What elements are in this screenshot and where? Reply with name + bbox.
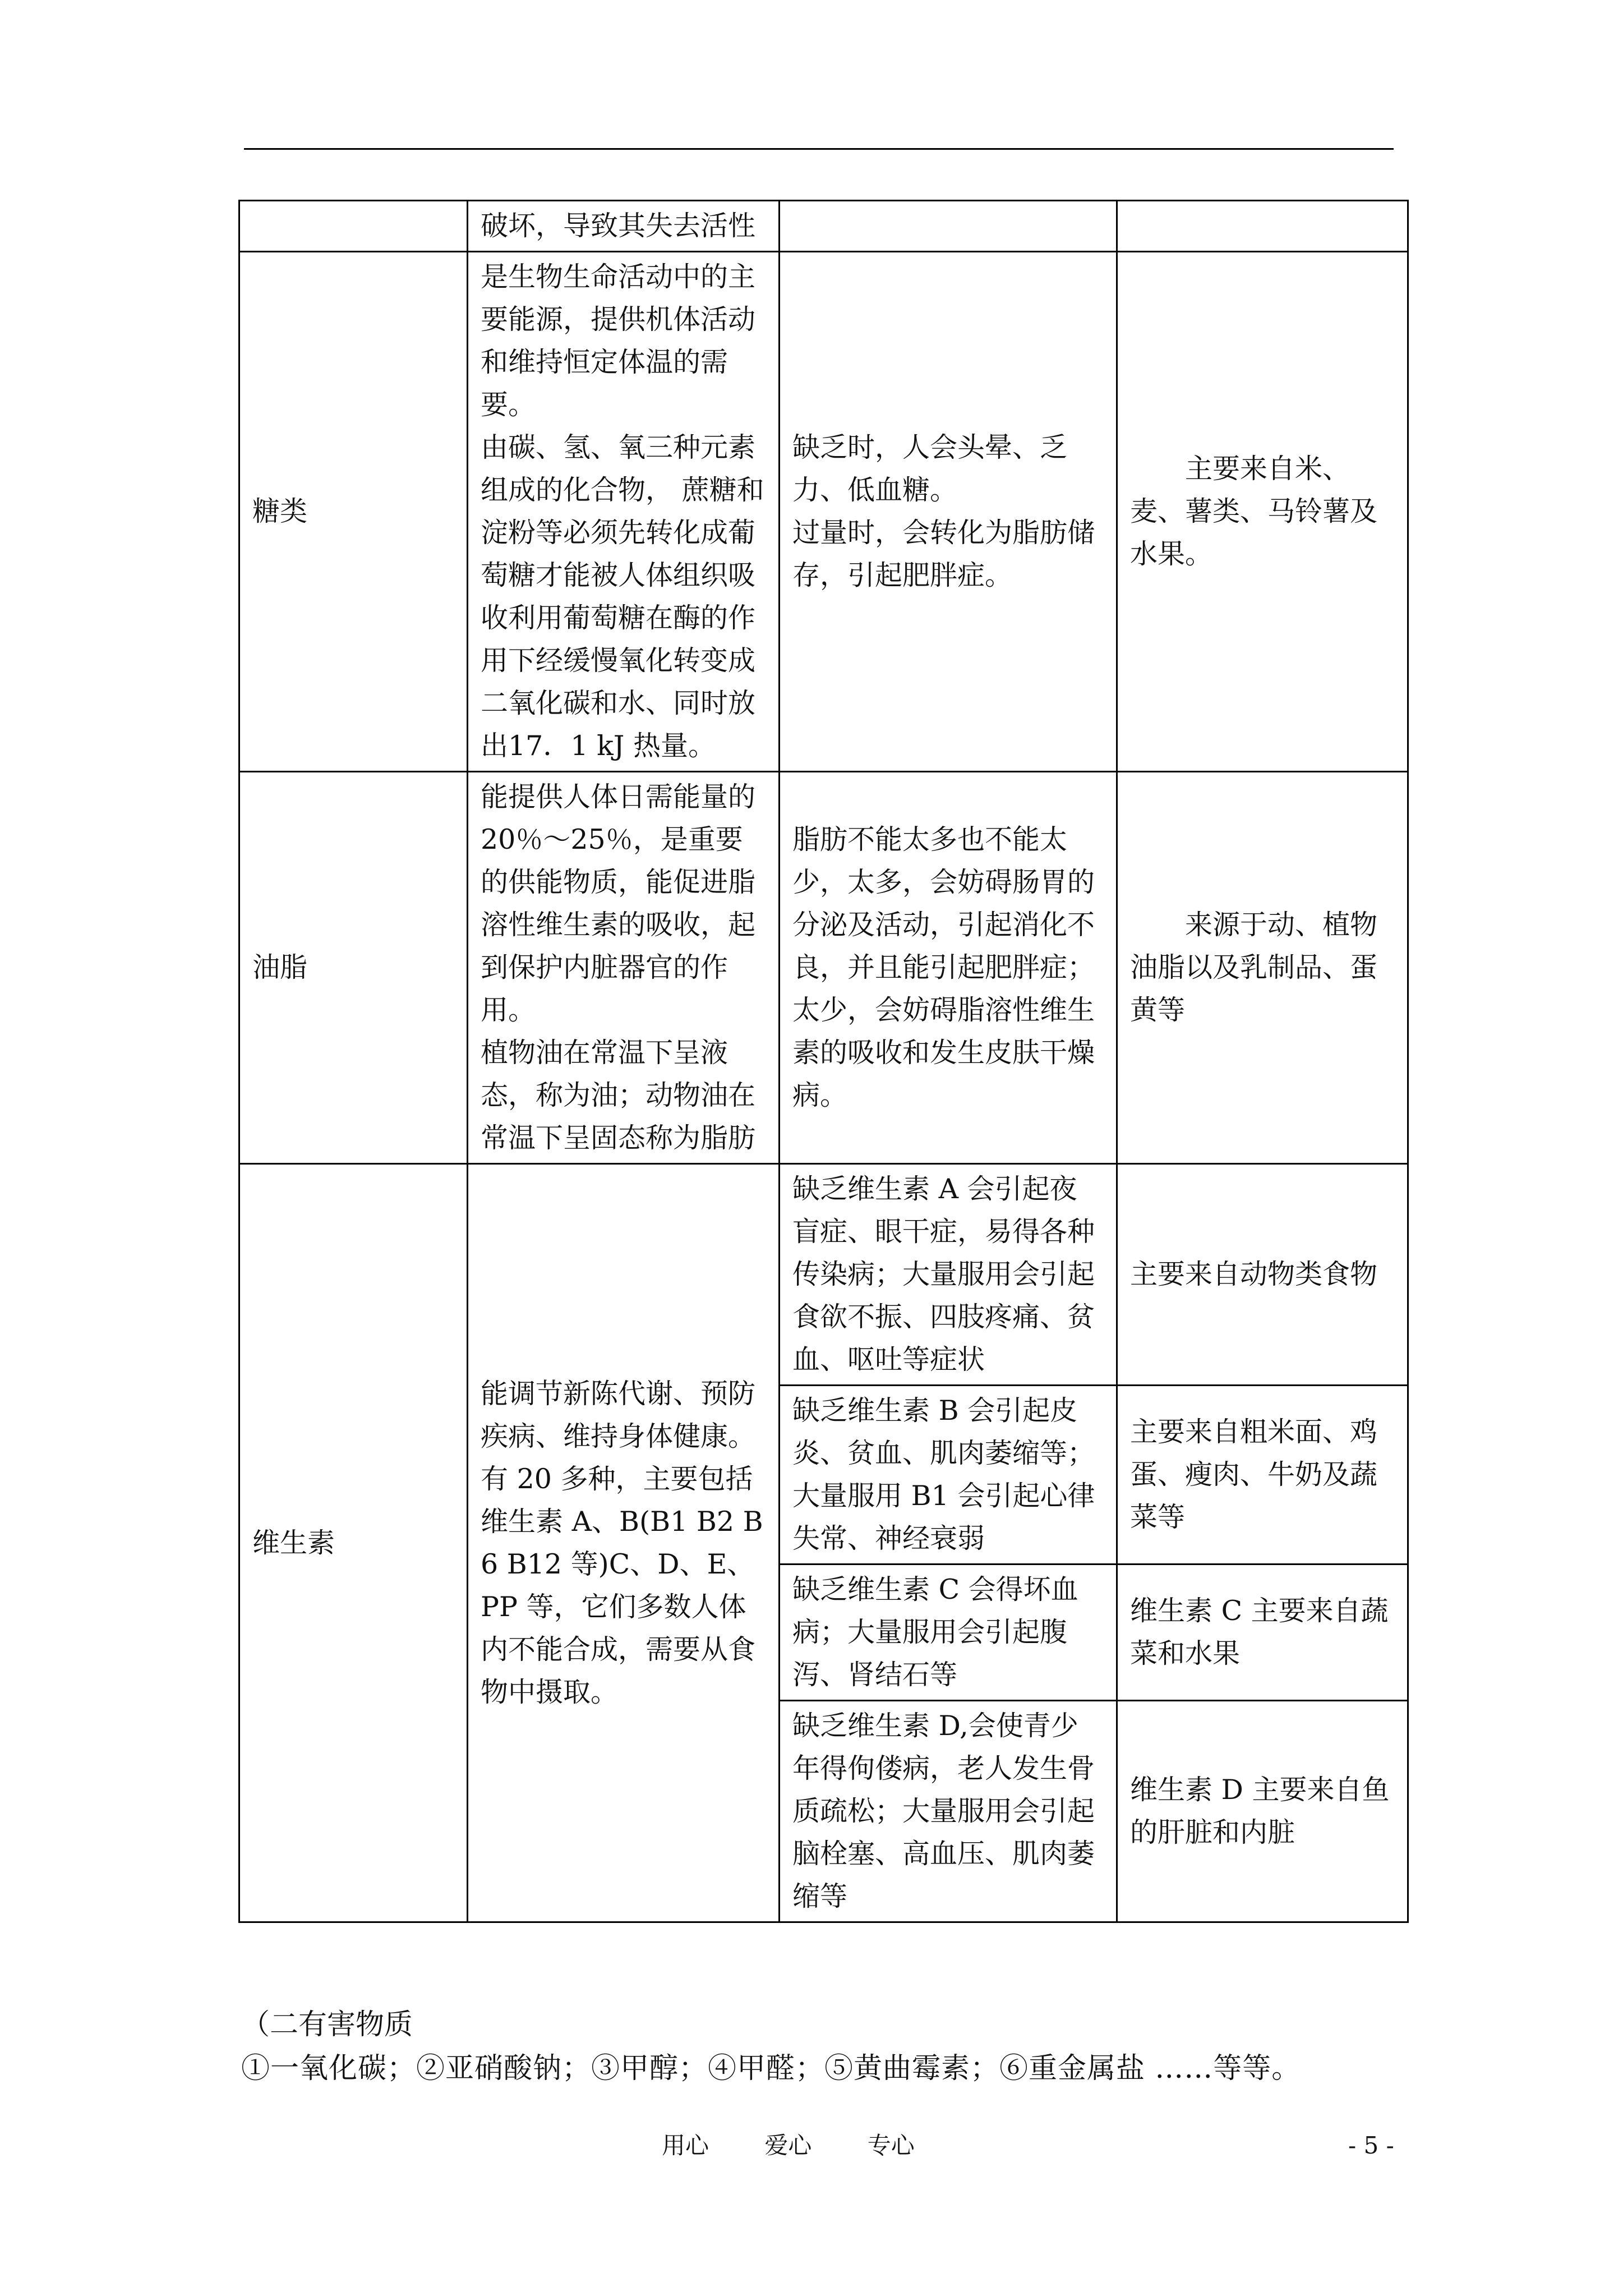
footer-motto-2: 爱心 xyxy=(764,2132,812,2159)
cell-function-vitamin: 能调节新陈代谢、预防疾病、维持身体健康。有 20 多种，主要包括维生素 A、B(B1 B2 B6 B12 等)C、D、E、PP 等，它们多数人体内不能合成，需要从食物中摄取。 xyxy=(468,1164,780,1922)
nutrient-table xyxy=(238,200,1409,1923)
cell-source-fat: 来源于动、植物油脂以及乳制品、蛋黄等 xyxy=(1117,772,1408,1164)
cell-source xyxy=(1117,201,1408,252)
cell-name-sugar: 糖类 xyxy=(239,252,468,772)
footer-motto-3: 专心 xyxy=(867,2132,915,2159)
cell-source-vitamin-a: 主要来自动物类食物 xyxy=(1117,1164,1408,1386)
cell-source-vitamin-d: 维生素 D 主要来自鱼的肝脏和内脏 xyxy=(1117,1701,1408,1922)
footer-motto-1: 用心 xyxy=(662,2132,709,2159)
cell-effects-sugar: 缺乏时，人会头晕、乏力、低血糖。 过量时，会转化为脂肪储存，引起肥胖症。 xyxy=(780,252,1117,772)
header-rule xyxy=(244,148,1394,150)
table-row-fat xyxy=(239,772,1408,1164)
cell-effects-vitamin-a: 缺乏维生素 A 会引起夜盲症、眼干症，易得各种传染病；大量服用会引起食欲不振、四肢疼痛、贫血、呕吐等症状 xyxy=(780,1164,1117,1386)
footer-motto xyxy=(662,2129,963,2162)
cell-name-vitamin: 维生素 xyxy=(239,1164,468,1922)
cell-effects xyxy=(780,201,1117,252)
cell-effects-fat: 脂肪不能太多也不能太少，太多，会妨碍肠胃的分泌及活动，引起消化不良，并且能引起肥胖症；太少，会妨碍脂溶性维生素的吸收和发生皮肤干燥病。 xyxy=(780,772,1117,1164)
table-row-vitamin-a xyxy=(239,1164,1408,1386)
cell-function-fat: 能提供人体日需能量的 20％～25％，是重要的供能物质，能促进脂溶性维生素的吸收，起到保护内脏器官的作用。 植物油在常温下呈液态，称为油；动物油在常温下呈固态称为脂肪 xyxy=(468,772,780,1164)
cell-function: 破坏，导致其失去活性 xyxy=(468,201,780,252)
table-row-sugar xyxy=(239,252,1408,772)
cell-effects-vitamin-b: 缺乏维生素 B 会引起皮炎、贫血、肌肉萎缩等；大量服用 B1 会引起心律失常、神经衰弱 xyxy=(780,1386,1117,1565)
page-number: - 5 - xyxy=(1348,2132,1394,2159)
harmful-substances-list: ①一氧化碳；②亚硝酸钠；③甲醇；④甲醛；⑤黄曲霉素；⑥重金属盐 ……等等。 xyxy=(241,2052,1301,2085)
section-title: （二有害物质 xyxy=(241,2008,413,2041)
cell-source-vitamin-c: 维生素 C 主要来自蔬菜和水果 xyxy=(1117,1565,1408,1701)
cell-effects-vitamin-c: 缺乏维生素 C 会得坏血病；大量服用会引起腹泻、肾结石等 xyxy=(780,1565,1117,1701)
cell-name-fat: 油脂 xyxy=(239,772,468,1164)
cell-source-vitamin-b: 主要来自粗米面、鸡蛋、瘦肉、牛奶及蔬菜等 xyxy=(1117,1386,1408,1565)
cell-source-sugar: 主要来自米、麦、薯类、马铃薯及水果。 xyxy=(1117,252,1408,772)
cell-effects-vitamin-d: 缺乏维生素 D,会使青少年得佝偻病，老人发生骨质疏松；大量服用会引起脑栓塞、高血压、肌肉萎缩等 xyxy=(780,1701,1117,1922)
table-row-continued xyxy=(239,201,1408,252)
cell-function-sugar: 是生物生命活动中的主要能源，提供机体活动和维持恒定体温的需要。 由碳、氢、氧三种元素组成的化合物， 蔗糖和淀粉等必须先转化成葡萄糖才能被人体组织吸收利用葡萄糖在酶的作用下经缓慢氧化转变成二氧化碳和水、同时放出17．1 kJ 热量。 xyxy=(468,252,780,772)
cell-name-empty xyxy=(239,201,468,252)
